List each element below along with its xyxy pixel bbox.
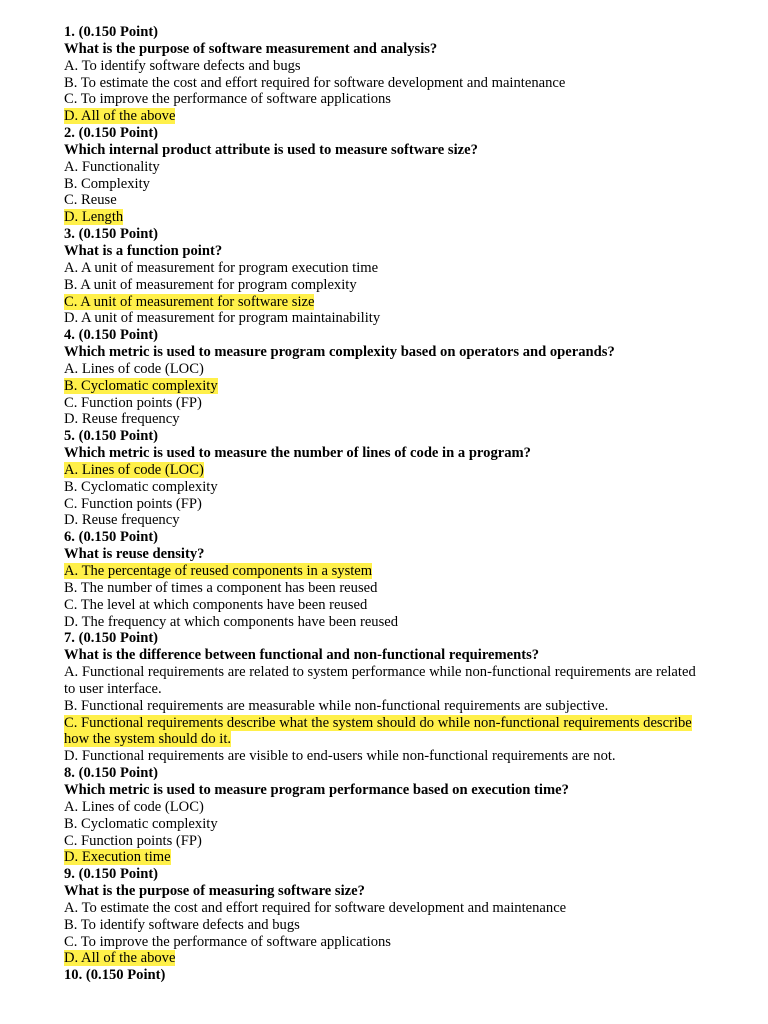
question-text: What is the purpose of software measurement and analysis? [64, 40, 438, 57]
answer-option-text: B. Cyclomatic complexity [64, 815, 218, 832]
answer-option [64, 833, 704, 850]
answer-option-text: A. A unit of measurement for program execution time [64, 259, 379, 276]
answer-option [64, 411, 704, 428]
answer-option [64, 664, 704, 698]
question-text: Which internal product attribute is used to measure software size? [64, 141, 478, 158]
question-text: Which metric is used to measure program performance based on execution time? [64, 781, 569, 798]
answer-option-text: A. Functional requirements are related to system performance while non-functional requirements are related to user interface. [64, 664, 696, 697]
question-number: 8. (0.150 Point) [64, 765, 159, 782]
question-text: Which metric is used to measure program complexity based on operators and operands? [64, 344, 615, 361]
question-number: 2. (0.150 Point) [64, 125, 159, 142]
answer-option-text: D. Functional requirements are visible to end-users while non-functional requirements are not. [64, 748, 616, 765]
answer-option [64, 512, 704, 529]
answer-option-text: D. Reuse frequency [64, 512, 180, 529]
answer-option [64, 900, 704, 917]
answer-option-text: A. To identify software defects and bugs [64, 57, 301, 74]
highlighted-answer-text: D. Execution time [64, 849, 171, 866]
answer-option [64, 597, 704, 614]
question-number: 7. (0.150 Point) [64, 630, 159, 647]
answer-option [64, 917, 704, 934]
answer-option [64, 361, 704, 378]
answer-option-text: A. Lines of code (LOC) [64, 360, 204, 377]
question-block [64, 765, 704, 866]
answer-option [64, 580, 704, 597]
question-number: 6. (0.150 Point) [64, 529, 159, 546]
question-block [64, 630, 704, 765]
question-number: 3. (0.150 Point) [64, 226, 159, 243]
answer-option-text: C. Function points (FP) [64, 832, 202, 849]
answer-option [64, 192, 704, 209]
answer-option-text: D. The frequency at which components have been reused [64, 613, 399, 630]
answer-option-text: C. Reuse [64, 192, 117, 209]
answer-option [64, 209, 704, 226]
question-block [64, 866, 704, 967]
question-text: What is the purpose of measuring software size? [64, 883, 365, 900]
answer-option [64, 277, 704, 294]
question-number: 1. (0.150 Point) [64, 24, 159, 40]
question-block [64, 327, 704, 428]
question-block [64, 226, 704, 327]
question-number: 10. (0.150 Point) [64, 967, 166, 984]
answer-option [64, 698, 704, 715]
answer-option [64, 58, 704, 75]
question-text: What is a function point? [64, 242, 223, 259]
answer-option-text: D. A unit of measurement for program maintainability [64, 310, 381, 327]
highlighted-answer-text: D. All of the above [64, 108, 176, 125]
answer-option [64, 479, 704, 496]
answer-option [64, 108, 704, 125]
question-block [64, 529, 704, 630]
highlighted-answer-text: A. Lines of code (LOC) [64, 461, 204, 478]
highlighted-answer-text: D. All of the above [64, 950, 176, 967]
answer-option [64, 934, 704, 951]
answer-option [64, 816, 704, 833]
answer-option [64, 91, 704, 108]
answer-option [64, 496, 704, 513]
highlighted-answer-text: D. Length [64, 209, 124, 226]
highlighted-answer-text: C. A unit of measurement for software size [64, 293, 315, 310]
answer-option [64, 75, 704, 92]
answer-option-text: B. To identify software defects and bugs [64, 916, 300, 933]
answer-option-text: C. To improve the performance of software applications [64, 91, 391, 108]
answer-option [64, 614, 704, 631]
quiz-document [64, 24, 704, 984]
answer-option-text: C. Function points (FP) [64, 495, 202, 512]
answer-option-text: A. Functionality [64, 158, 160, 175]
question-text: What is the difference between functional and non-functional requirements? [64, 647, 540, 664]
answer-option [64, 462, 704, 479]
answer-option [64, 715, 704, 749]
answer-option [64, 378, 704, 395]
question-block [64, 967, 704, 984]
question-block [64, 24, 704, 125]
answer-option [64, 260, 704, 277]
answer-option-text: C. The level at which components have been reused [64, 596, 368, 613]
answer-option-text: B. Cyclomatic complexity [64, 478, 218, 495]
answer-option [64, 176, 704, 193]
answer-option-text: A. To estimate the cost and effort required for software development and maintenance [64, 899, 567, 916]
answer-option [64, 395, 704, 412]
answer-option-text: C. To improve the performance of software applications [64, 933, 391, 950]
answer-option [64, 563, 704, 580]
answer-option [64, 294, 704, 311]
answer-option [64, 799, 704, 816]
highlighted-answer-text: C. Functional requirements describe what the system should do while non-functional requirements describe how the system should do it. [64, 714, 692, 748]
question-block [64, 125, 704, 226]
question-block [64, 428, 704, 529]
answer-option [64, 159, 704, 176]
question-number: 9. (0.150 Point) [64, 866, 159, 883]
question-number: 5. (0.150 Point) [64, 428, 159, 445]
answer-option-text: B. A unit of measurement for program complexity [64, 276, 357, 293]
answer-option-text: B. Complexity [64, 175, 150, 192]
question-text: Which metric is used to measure the number of lines of code in a program? [64, 445, 531, 462]
answer-option [64, 748, 704, 765]
answer-option [64, 849, 704, 866]
question-number: 4. (0.150 Point) [64, 327, 159, 344]
highlighted-answer-text: A. The percentage of reused components in a system [64, 563, 373, 579]
answer-option-text: D. Reuse frequency [64, 411, 180, 428]
answer-option-text: B. The number of times a component has been reused [64, 579, 378, 596]
answer-option-text: A. Lines of code (LOC) [64, 798, 204, 815]
answer-option-text: B. To estimate the cost and effort required for software development and maintenance [64, 74, 566, 91]
answer-option-text: C. Function points (FP) [64, 394, 202, 411]
question-text: What is reuse density? [64, 546, 205, 563]
answer-option-text: B. Functional requirements are measurable while non-functional requirements are subjective. [64, 697, 609, 714]
answer-option [64, 310, 704, 327]
highlighted-answer-text: B. Cyclomatic complexity [64, 377, 218, 394]
answer-option [64, 950, 704, 967]
